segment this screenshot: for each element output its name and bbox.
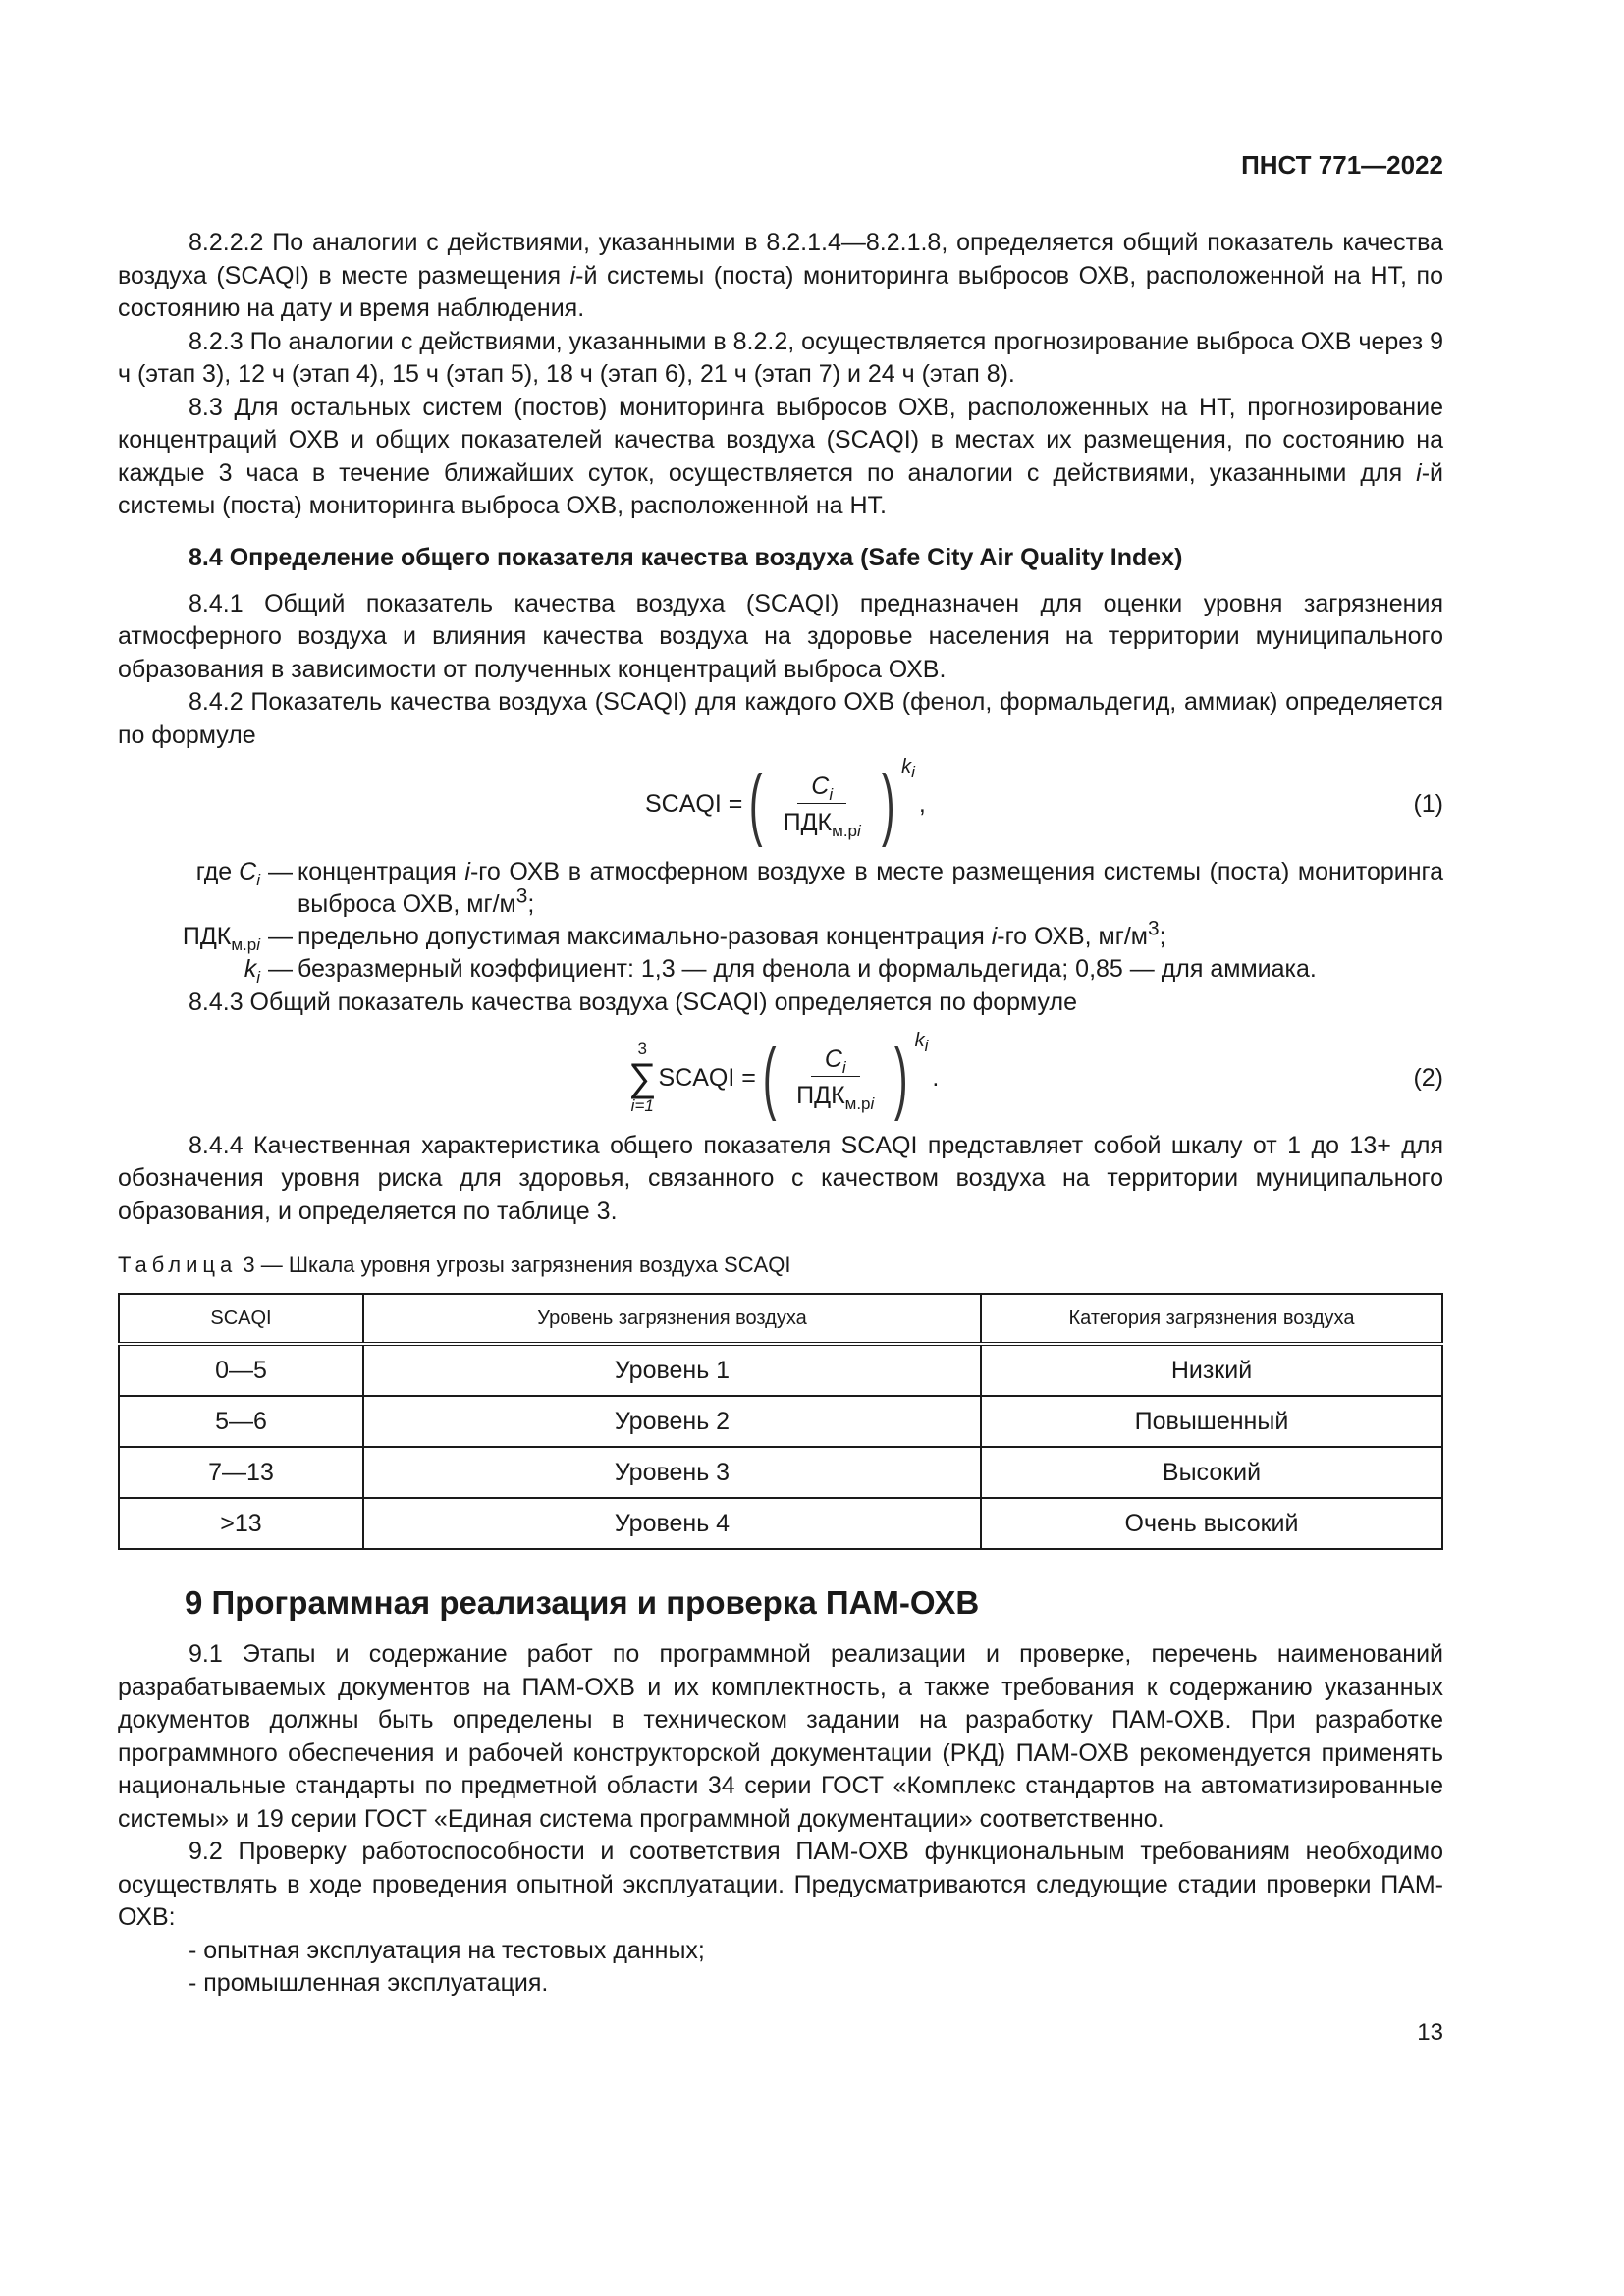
cell: Очень высокий xyxy=(981,1498,1442,1549)
fraction xyxy=(774,772,871,840)
text: -й системы (поста) мониторинга выброса ОХВ, расположенной на НТ. xyxy=(118,458,1443,519)
table-row xyxy=(119,1344,1442,1396)
paragraph-8-4-3: 8.4.3 Общий показатель качества воздуха (SCAQI) определяется по формуле xyxy=(189,988,1077,1016)
cell: 0—5 xyxy=(119,1344,363,1396)
list-item: - опытная эксплуатация на тестовых данных; xyxy=(189,1936,705,1964)
definitions xyxy=(118,856,1443,1020)
cell: Уровень 1 xyxy=(363,1344,981,1396)
sub: i xyxy=(829,784,834,804)
sub: i xyxy=(870,1095,875,1113)
def-c xyxy=(118,856,1443,921)
column-header: Уровень загрязнения воздуха xyxy=(363,1294,981,1344)
paragraph-8-2-3: 8.2.3 По аналогии с действиями, указанными в 8.2.2, осуществляется прогнозирование выброса ОХВ через 9 ч (этап 3), 12 ч (этап 4), 15 ч (этап 5), 18 ч (этап 6), 21 ч (этап 7) и 24 ч (этап 8). xyxy=(118,327,1443,388)
sub: i xyxy=(256,871,260,889)
section-8-4-text xyxy=(118,588,1443,753)
paragraph-9-1: 9.1 Этапы и содержание работ по программной реализации и проверке, перечень наименований разрабатываемых документов на ПАМ-ОХВ и их комплектность, а также требования к содержанию указанных документов должны быть определены в техническом задании на разработку ПАМ-ОХВ. При разработке программного обеспечения и рабочей конструкторской документации (РКД) ПАМ-ОХВ рекомендуется применять национальные стандарты по предметной области 34 серии ГОСТ «Комплекс стандартов на автоматизированные системы» и 19 серии ГОСТ «Единая система программной документации» соответственно. xyxy=(118,1640,1443,1833)
cell: Уровень 2 xyxy=(363,1396,981,1447)
cell: Уровень 4 xyxy=(363,1498,981,1549)
italic-var: i xyxy=(569,261,576,290)
summation xyxy=(628,1041,657,1115)
sub: i xyxy=(911,763,915,781)
left-paren: ( xyxy=(762,1032,777,1122)
formula-1-row xyxy=(118,756,1443,848)
formula-lhs: SCAQI = xyxy=(658,1063,756,1092)
equation-number-2: (2) xyxy=(1413,1063,1443,1092)
dash: — xyxy=(268,923,293,950)
text: 8.3 Для остальных систем (постов) мониторинга выбросов ОХВ, расположенных на НТ, прогнозирование концентраций ОХВ и общих показателей качества воздуха (SCAQI) в местах их размещения, по состоянию на каждые 3 часа в течение ближайших суток, осуществляется по аналогии с действиями, указанными для xyxy=(118,393,1443,487)
numerator: C xyxy=(824,1045,842,1073)
paragraph-8-4-1: 8.4.1 Общий показатель качества воздуха (SCAQI) предназначен для оценки уровня загрязнения атмосферного воздуха и влияния качества воздуха на здоровье населения на территории муниципального образования в зависимости от полученных концентраций выброса ОХВ. xyxy=(118,589,1443,683)
table-header-row xyxy=(119,1294,1442,1344)
text: i xyxy=(464,858,470,885)
sub: м.р xyxy=(844,1095,871,1113)
caption-label: Таблица xyxy=(118,1253,238,1277)
text: ; xyxy=(527,890,535,918)
punct: . xyxy=(932,1063,940,1092)
formula-2 xyxy=(628,1029,940,1122)
table-row xyxy=(119,1396,1442,1447)
text: предельно допустимая максимально-разовая концентрация xyxy=(298,923,992,950)
cell: 7—13 xyxy=(119,1447,363,1498)
cell: Высокий xyxy=(981,1447,1442,1498)
stage-list xyxy=(189,1935,1443,2001)
column-header: Категория загрязнения воздуха xyxy=(981,1294,1442,1344)
denominator: ПДК xyxy=(796,1082,845,1109)
cell: Повышенный xyxy=(981,1396,1442,1447)
text: безразмерный коэффициент: 1,3 — для фенола и формальдегида; 0,85 — для аммиака. xyxy=(298,955,1317,983)
cell: >13 xyxy=(119,1498,363,1549)
term: ПДК xyxy=(182,923,232,950)
formula-lhs: SCAQI = xyxy=(645,790,743,818)
dash: — xyxy=(268,955,293,983)
punct: , xyxy=(918,790,926,818)
section-8-2-text xyxy=(118,227,1443,523)
sub: i xyxy=(841,1058,846,1077)
equation-number-1: (1) xyxy=(1413,790,1443,818)
list-item: - промышленная эксплуатация. xyxy=(189,1969,549,1997)
sup: 3 xyxy=(1148,917,1160,940)
dash: — xyxy=(268,858,293,885)
sigma-icon: ∑ xyxy=(628,1055,657,1099)
paragraph-8-4-2: 8.4.2 Показатель качества воздуха (SCAQI) для каждого ОХВ (фенол, формальдегид, аммиак) определяется по формуле xyxy=(118,688,1443,749)
heading-8-4: 8.4 Определение общего показателя качества воздуха (Safe City Air Quality Index) xyxy=(189,543,1183,571)
sum-upper: 3 xyxy=(637,1039,647,1058)
italic-var: i xyxy=(1416,458,1422,487)
right-paren: ) xyxy=(881,759,895,848)
heading-section-9: 9 Программная реализация и проверка ПАМ-ОХВ xyxy=(185,1584,980,1621)
sub: м.р xyxy=(832,821,857,840)
text: -й системы (поста) мониторинга выбросов ОХВ, расположенной на НТ, по состоянию на дату и время наблюдения. xyxy=(118,261,1444,322)
text: концентрация xyxy=(298,858,465,885)
sup: 3 xyxy=(515,884,528,908)
formula-2-row xyxy=(118,1029,1443,1122)
exponent: k xyxy=(914,1029,925,1051)
paragraph-8-3 xyxy=(118,392,1443,523)
paragraph-8-4-4: 8.4.4 Качественная характеристика общего показателя SCAQI представляет собой шкалу от 1 до 13+ для обозначения уровня риска для здоровья, связанного с качеством воздуха на территории муниципального образования, и определяется по таблице 3. xyxy=(118,1131,1443,1225)
fraction xyxy=(786,1044,884,1113)
sub: м.р xyxy=(231,935,257,954)
caption-text: 3 — Шкала уровня угрозы загрязнения воздуха SCAQI xyxy=(237,1253,791,1277)
cell: Уровень 3 xyxy=(363,1447,981,1498)
page-body xyxy=(118,227,1443,2048)
sub: i xyxy=(857,821,861,840)
term: k xyxy=(244,955,257,983)
column-header: SCAQI xyxy=(119,1294,363,1344)
text: -го ОХВ в атмосферном воздухе в месте размещения системы (поста) мониторинга выброса ОХВ, мг/м xyxy=(298,858,1443,918)
paragraph-9-2: 9.2 Проверку работоспособности и соответствия ПАМ-ОХВ функциональным требованиям необходимо осуществлять в ходе проведения опытной эксплуатации. Предусматриваются следующие стадии проверки ПАМ-ОХВ: xyxy=(118,1838,1443,1931)
document-id-header: ПНСТ 771—2022 xyxy=(1241,150,1443,180)
def-pdk xyxy=(118,917,1443,954)
table-caption xyxy=(118,1252,1443,1279)
left-paren: ( xyxy=(749,759,763,848)
text: 8.2.2.2 По аналогии с действиями, указанными в 8.2.1.4—8.2.1.8, определяется общий показатель качества воздуха (SCAQI) в месте размещения xyxy=(118,229,1443,290)
text: -го ОХВ, мг/м xyxy=(997,923,1148,950)
table-row xyxy=(119,1447,1442,1498)
cell: 5—6 xyxy=(119,1396,363,1447)
cell: Низкий xyxy=(981,1344,1442,1396)
def-k xyxy=(118,953,1443,986)
sum-lower: i=1 xyxy=(630,1095,654,1115)
paragraph-8-2-2-2 xyxy=(118,227,1443,326)
term: C xyxy=(239,858,257,885)
denominator: ПДК xyxy=(783,808,833,836)
numerator: C xyxy=(811,772,830,800)
section-8-4-4 xyxy=(118,1130,1443,1229)
sub: i xyxy=(256,968,260,987)
formula-1 xyxy=(645,756,926,848)
scaqi-table xyxy=(118,1293,1443,1550)
sub: i xyxy=(256,935,260,954)
where-label: где xyxy=(195,858,240,885)
exponent: k xyxy=(901,756,912,777)
sub: i xyxy=(924,1036,929,1055)
text: i xyxy=(991,923,998,950)
right-paren: ) xyxy=(894,1032,908,1122)
page-number: 13 xyxy=(1417,2018,1443,2046)
table-row xyxy=(119,1498,1442,1549)
section-9-text xyxy=(118,1638,1443,1935)
text: ; xyxy=(1159,923,1166,950)
